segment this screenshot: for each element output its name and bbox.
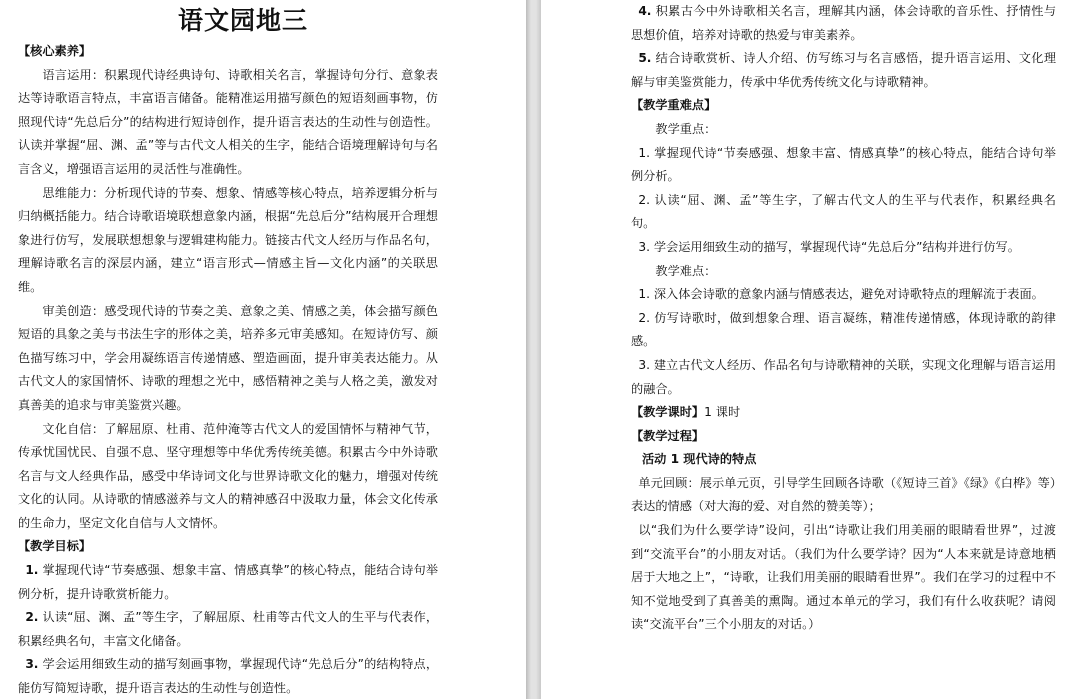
difficulty-label: 教学难点： — [655, 263, 717, 278]
goal-text: 认读“屈、渊、孟”等生字，了解屈原、杜甫等古代文人的生平与代表作，积累经典名句，丰富文化储备。 — [18, 610, 438, 648]
goal-number: 3. — [25, 657, 39, 672]
core-paragraph-thinking: 思维能力：分析现代诗的节奏、想象、情感等核心特点，培养逻辑分析与归纳概括能力。结合诗歌语境联想意象内涵，根据“先总后分”结构展开合理想象进行仿写，发展联想想象与逻辑建构能力。链接古代文人经历与作品名句，理解诗歌名言的深层内涵，建立“语言形式—情感主旨—文化内涵”的关联思维。 — [18, 185, 438, 294]
activity-title: 活动 1 现代诗的特点 — [641, 452, 757, 467]
goal-text: 结合诗歌赏析、诗人介绍、仿写练习与名言感悟，提升语言运用、文化理解与审美鉴赏能力，传承中华优秀传统文化与诗歌精神。 — [631, 51, 1057, 89]
process-paragraph: 以“我们为什么要学诗”设问，引出“诗歌让我们用美丽的眼睛看世界”，过渡到“交流平台”的小朋友对话。（我们为什么要学诗？因为“人本来就是诗意地栖居于大地之上”，“诗歌，让我们用美丽的眼睛看世界”。我们在学习的过程中不知不觉地受到了真善美的熏陶。通过本单元的学习，我们有什么收获呢？请阅读“交流平台”三个小朋友的对话。） — [631, 523, 1056, 632]
difficulty-item: 2. 仿写诗歌时，做到想象合理、语言凝练，精准传递情感，体现诗歌的韵律感。 — [631, 310, 1056, 349]
core-literacy-heading: 【核心素养】 — [18, 44, 92, 58]
goal-item — [631, 47, 1056, 94]
goal-item — [631, 0, 1056, 47]
class-hours-value: 1 课时 — [704, 405, 741, 420]
goal-item — [18, 606, 438, 653]
goal-text: 学会运用细致生动的描写刻画事物，掌握现代诗“先总后分”的结构特点，能仿写简短诗歌，提升语言表达的生动性与创造性。 — [18, 657, 439, 696]
class-hours-line — [631, 401, 1056, 425]
goal-item — [18, 653, 438, 699]
document-title: 语文园地三 — [177, 6, 308, 35]
goal-number: 4. — [638, 4, 652, 18]
goal-text: 掌握现代诗“节奏感强、想象丰富、情感真挚”的核心特点，能结合诗句举例分析，提升诗歌赏析能力。 — [18, 563, 439, 601]
goal-number: 1. — [25, 563, 39, 578]
core-paragraph-culture: 文化自信：了解屈原、杜甫、范仲淹等古代文人的爱国情怀与精神气节，传承忧国忧民、自强不息、坚守理想等中华优秀传统美德。积累古今中外诗歌名言与文人经典作品，感受中华诗词文化与世界诗歌文化的魅力，增强对传统文化的认同。从诗歌的情感滋养与文人的精神感召中汲取力量，体会文化传承的生命力，坚定文化自信与人文情怀。 — [18, 421, 438, 530]
focus-item: 1. 掌握现代诗“节奏感强、想象丰富、情感真挚”的核心特点，能结合诗句举例分析。 — [631, 145, 1056, 184]
goal-number: 2. — [25, 610, 39, 625]
class-hours-heading: 【教学课时】 — [631, 405, 705, 420]
page-gutter — [526, 0, 541, 699]
focus-item: 2. 认读“屈、渊、孟”等生字，了解古代文人的生平与代表作，积累经典名句。 — [631, 192, 1056, 231]
document-page-left — [0, 0, 526, 699]
difficulty-item: 3. 建立古代文人经历、作品名句与诗歌精神的关联，实现文化理解与语言运用的融合。 — [631, 357, 1057, 396]
teaching-goals-heading: 【教学目标】 — [18, 539, 92, 554]
difficulty-item: 1. 深入体会诗歌的意象内涵与情感表达，避免对诗歌特点的理解流于表面。 — [638, 287, 1044, 302]
document-page-right — [541, 0, 1080, 699]
core-paragraph-aesthetic: 审美创造：感受现代诗的节奏之美、意象之美、情感之美，体会描写颜色短语的具象之美与书法生字的形体之美，培养多元审美感知。在短诗仿写、颜色描写练习中，学会用凝练语言传递情感、塑造画面，提升审美表达能力。从古代文人的家国情怀、诗歌的理想之光中，感悟精神之美与人格之美，激发对真善美的追求与审美鉴赏兴趣。 — [18, 303, 438, 412]
goal-number: 5. — [638, 51, 652, 66]
teaching-process-heading: 【教学过程】 — [631, 428, 705, 443]
goal-text: 积累古今中外诗歌相关名言，理解其内涵，体会诗歌的音乐性、抒情性与思想价值，培养对诗歌的热爱与审美素养。 — [631, 4, 1057, 42]
focus-label: 教学重点： — [655, 121, 717, 136]
goal-item — [18, 559, 438, 606]
focus-item: 3. 学会运用细致生动的描写，掌握现代诗“先总后分”结构并进行仿写。 — [638, 239, 1020, 254]
key-difficulty-heading: 【教学重难点】 — [631, 98, 717, 113]
process-paragraph: 单元回顾：展示单元页，引导学生回顾各诗歌（《短诗三首》《绿》《白桦》等）表达的情感（对大海的爱、对自然的赞美等）； — [631, 475, 1056, 514]
core-paragraph-language: 语言运用：积累现代诗经典诗句、诗歌相关名言，掌握诗句分行、意象表达等诗歌语言特点，丰富语言储备。能精准运用描写颜色的短语刻画事物，仿照现代诗“先总后分”的结构进行短诗创作，提升语言表达的生动性与创造性。认读并掌握“屈、渊、孟”等与古代文人相关的生字，能结合语境理解诗句与名言含义，增强语言运用的灵活性与准确性。 — [18, 67, 438, 176]
